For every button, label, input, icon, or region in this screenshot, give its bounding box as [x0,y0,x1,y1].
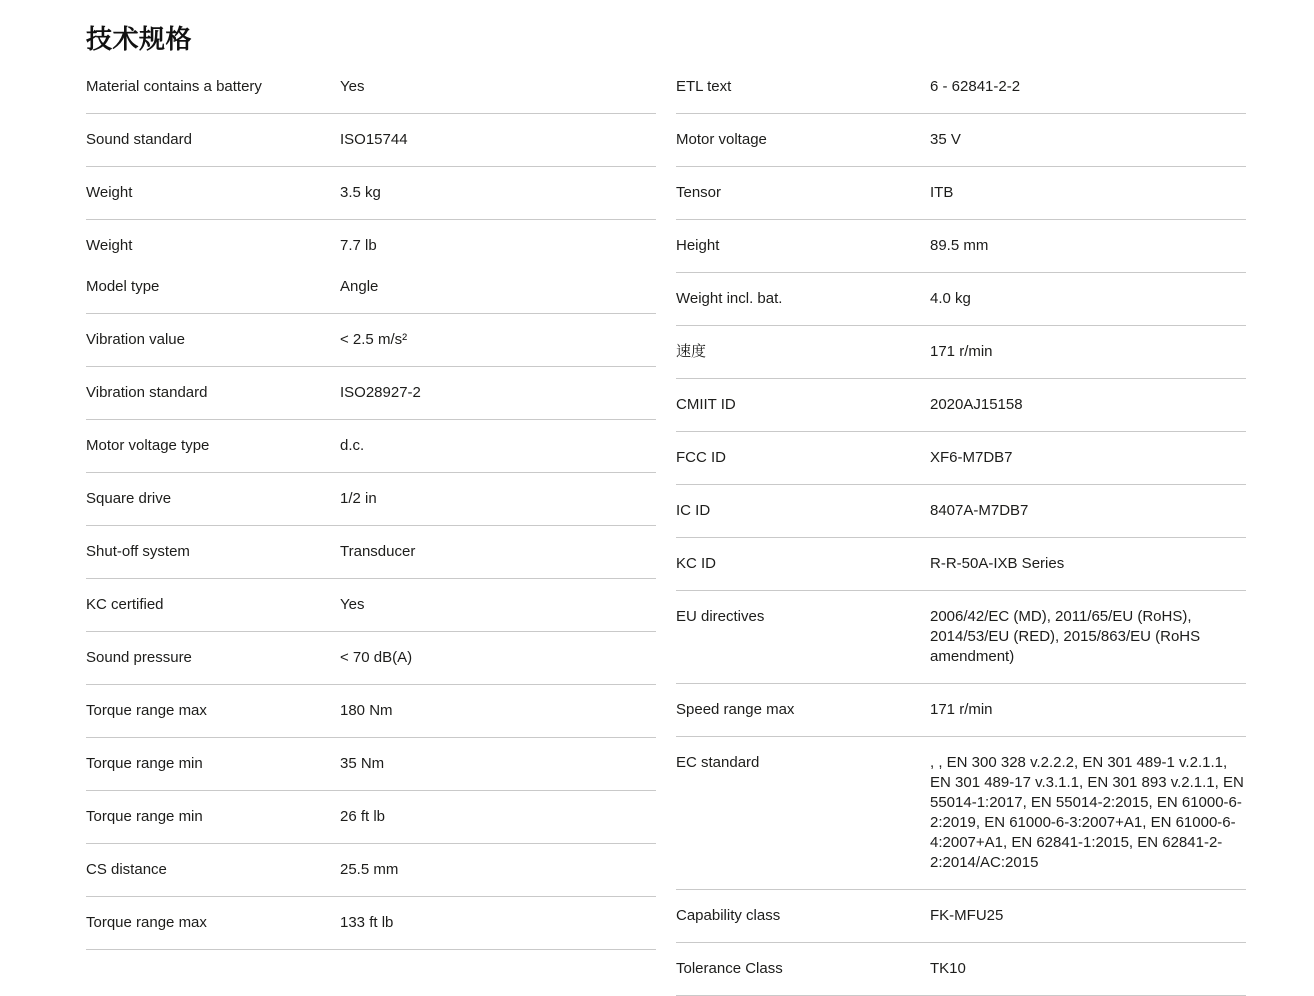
spec-value: ISO28927-2 [340,384,421,401]
spec-group [676,737,1246,890]
spec-value: 2006/42/EC (MD), 2011/65/EU (RoHS), 2014/53/EU (RED), 2015/863/EU (RoHS amendment) [930,608,1201,665]
spec-group [86,738,656,791]
spec-label: Torque range max [86,914,207,931]
spec-column-right [676,61,1246,996]
spec-group [86,897,656,950]
spec-group [676,167,1246,220]
spec-label: Shut-off system [86,543,190,560]
spec-column-left [86,61,656,950]
spec-table [86,61,1246,996]
spec-row [86,595,656,615]
spec-value: 4.0 kg [930,290,971,307]
spec-label: Sound pressure [86,649,192,666]
spec-group [676,220,1246,273]
spec-row [676,289,1246,309]
spec-value: 26 ft lb [340,808,386,825]
spec-value: d.c. [340,437,365,454]
spec-row [86,648,656,668]
spec-row [676,448,1246,468]
spec-row [86,383,656,403]
spec-value: 171 r/min [930,343,993,360]
spec-row [676,236,1246,256]
spec-label: CS distance [86,861,167,878]
spec-group [86,167,656,220]
spec-group [676,379,1246,432]
spec-value: XF6-M7DB7 [930,449,1013,466]
spec-label: ETL text [676,78,732,95]
spec-group [86,420,656,473]
spec-label: Motor voltage type [86,437,210,454]
spec-label: Weight incl. bat. [676,290,783,307]
spec-value: ISO15744 [340,131,408,148]
spec-value: < 2.5 m/s² [340,331,408,348]
spec-value: 35 V [930,131,961,148]
spec-row [676,607,1246,667]
spec-row [676,342,1246,362]
spec-row [86,77,656,97]
spec-label: EC standard [676,754,760,771]
spec-row [86,542,656,562]
spec-group [676,890,1246,943]
spec-group [676,538,1246,591]
spec-label: Height [676,237,720,254]
spec-value: 7.7 lb [340,237,377,254]
spec-value: 89.5 mm [930,237,989,254]
spec-group [676,591,1246,684]
spec-value: 1/2 in [340,490,377,507]
spec-row [86,701,656,721]
spec-label: Torque range min [86,755,203,772]
spec-label: Capability class [676,907,781,924]
spec-group [86,314,656,367]
spec-row [86,913,656,933]
spec-label: KC ID [676,555,717,572]
spec-row [86,330,656,350]
spec-row [676,959,1246,979]
spec-label: Square drive [86,490,172,507]
spec-group [86,791,656,844]
spec-label: KC certified [86,596,164,613]
spec-label: Sound standard [86,131,192,148]
spec-row [86,489,656,509]
spec-group [676,61,1246,114]
spec-row [86,277,656,297]
spec-label: 速度 [676,343,707,360]
spec-row [86,436,656,456]
spec-label: Vibration standard [86,384,208,401]
spec-group [86,579,656,632]
spec-value: < 70 dB(A) [340,649,413,666]
spec-value: Transducer [340,543,416,560]
spec-label: Motor voltage [676,131,767,148]
spec-value: ITB [930,184,954,201]
spec-label: Tensor [676,184,722,201]
spec-row [86,807,656,827]
spec-group [86,220,656,314]
spec-value: 2020AJ15158 [930,396,1023,413]
spec-label: Model type [86,278,160,295]
spec-group [86,526,656,579]
page-title: 技术规格 [86,24,193,54]
spec-group [676,114,1246,167]
spec-value: 3.5 kg [340,184,381,201]
spec-label: FCC ID [676,449,726,466]
spec-row [676,183,1246,203]
spec-row [676,906,1246,926]
spec-group [676,273,1246,326]
spec-value: 180 Nm [340,702,393,719]
spec-group [676,432,1246,485]
spec-group [676,684,1246,737]
spec-label: Tolerance Class [676,960,783,977]
spec-value: 25.5 mm [340,861,399,878]
spec-label: Weight [86,237,133,254]
spec-row [676,700,1246,720]
spec-group [86,473,656,526]
spec-label: Speed range max [676,701,795,718]
spec-row [676,501,1246,521]
spec-group [86,61,656,114]
spec-value: 8407A-M7DB7 [930,502,1029,519]
spec-value: Yes [340,78,365,95]
spec-row [86,860,656,880]
spec-group [676,326,1246,379]
spec-label: Weight [86,184,133,201]
spec-group [86,844,656,897]
spec-label: IC ID [676,502,711,519]
spec-row [86,754,656,774]
spec-label: Material contains a battery [86,78,262,95]
spec-value: 35 Nm [340,755,385,772]
spec-value: 133 ft lb [340,914,394,931]
spec-value: , , EN 300 328 v.2.2.2, EN 301 489-1 v.2.1.1, EN 301 489-17 v.3.1.1, EN 301 893 v.2.1.1, EN 55014-1:2017, EN 55014-2:2015, EN 61000-6-2:2019, EN 61000-6-3:2007+A1, EN 61000-6-4:2007+A1, EN 62841-1:2015, EN 62841-2-2:2014/AC:2015 [930,754,1244,871]
spec-value: R-R-50A-IXB Series [930,555,1065,572]
spec-value: TK10 [930,960,966,977]
spec-row [676,753,1246,873]
spec-group [86,367,656,420]
spec-label: CMIIT ID [676,396,736,413]
spec-label: EU directives [676,608,765,625]
spec-row [676,395,1246,415]
spec-value: 171 r/min [930,701,993,718]
spec-group [86,632,656,685]
spec-row [676,77,1246,97]
spec-label: Torque range max [86,702,207,719]
spec-row [86,183,656,203]
spec-row [676,554,1246,574]
spec-row [86,130,656,150]
spec-row [676,130,1246,150]
spec-value: Yes [340,596,365,613]
spec-row [86,236,656,256]
spec-label: Vibration value [86,331,185,348]
spec-group [86,685,656,738]
spec-label: Torque range min [86,808,203,825]
spec-group [86,114,656,167]
spec-value: FK-MFU25 [930,907,1004,924]
spec-value: 6 - 62841-2-2 [930,78,1021,95]
spec-group [676,485,1246,538]
spec-group [676,943,1246,996]
spec-value: Angle [340,278,379,295]
